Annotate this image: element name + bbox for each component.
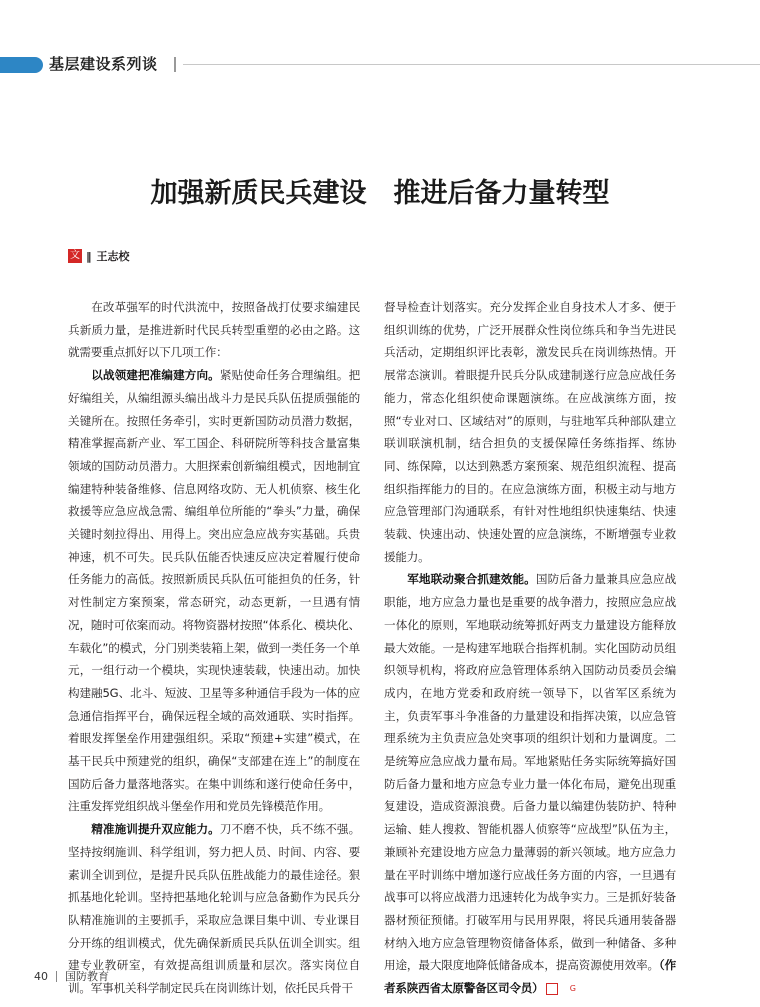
right-column	[384, 296, 676, 1000]
section-2-text: 刀不磨不快，兵不练不强。坚持按纲施训、科学组训，努力把人员、时间、内容、要素训全训到位，是提升民兵队伍胜战能力的最佳途径。狠抓基地化轮训。坚持把基地化轮训与应急备勤作为民兵分队精准施训的主要抓手，采取应急课目集中训、专业课目分开练的组训模式，优先确保新质民兵队伍训全训实。组建专业教研室，有效提高组训质量和层次。落实岗位自训。军事机关科学制定民兵在岗训练计划，依托民兵骨干	[68, 822, 360, 996]
section-3-text: 国防后备力量兼具应急应战职能，地方应急力量也是重要的战争潜力，按照应急应战一体化的原则，军地联动统筹抓好两支力量建设方能释放最大效能。一是构建军地联合指挥机制。实化国防动员组织领导机构，将政府应急管理体系纳入国防动员委员会编成内，在地方党委和政府统一领导下，以省军区系统为主，负责军事斗争准备的力量建设和指挥决策，以应急管理系统为主负责应急处突事项的组织计划和力量调度。二是统筹应急应战力量布局。军地紧贴任务实际统筹搞好国防后备力量和地方应急专业力量一体化布局，避免出现重复建设，造成资源浪费。后备力量以编建伪装防护、特种运输、蛙人搜救、智能机器人侦察等“应战型”队伍为主，兼顾补充建设地方应急力量薄弱的新兴领域。地方应急力量在平时训练中增加遂行应战任务方面的内容，一旦遇有战事可以将应战潜力迅速转化为战争实力。三是抓好装备器材预征预储。打破军用与民用界限，将民兵通用装备器材纳入地方应急管理物资储备体系，做到一种储备、多种用途，最大限度地降低储备成本，提高资源使用效率。	[384, 572, 676, 973]
section-2-continued: 督导检查计划落实。充分发挥企业自身技术人才多、便于组织训练的优势，广泛开展群众性岗位练兵和争当先进民兵活动，定期组织评比表彰，激发民兵在岗训练热情。开展常态演训。着眼提升民兵分队成建制遂行应急应战任务能力，常态化组织使命课题演练。在应战演练方面，按照“专业对口、区域结对”的原则，与驻地军兵种部队建立联训联演机制，结合担负的支援保障任务练指挥、练协同、练保障，以达到熟悉方案预案、规范组织流程、提高组织指挥能力的目的。在应急演练方面，积极主动与地方应急管理部门沟通联系，有针对性地组织快速集结、快速装载、快速出动、快速处置的应急演练，不断增强专业救援能力。	[384, 300, 676, 564]
section-2-lead: 精准施训提升双应能力。	[91, 822, 220, 837]
page-number: 40	[34, 969, 48, 983]
section-1-lead: 以战领建把准编建方向。	[91, 368, 220, 383]
byline	[68, 248, 130, 264]
section-3-paragraph	[384, 568, 676, 999]
section-2-paragraph	[68, 818, 360, 1000]
author-name: 王志校	[96, 250, 130, 263]
section-3-lead: 军地联动聚合抓建效能。	[407, 572, 536, 587]
section-1-paragraph	[68, 364, 360, 818]
series-divider	[174, 57, 176, 72]
intro-paragraph: 在改革强军的时代洪流中，按照备战打仗要求编建民兵新质力量，是推进新时代民兵转型重塑的必由之路。这就需要重点抓好以下几项工作：	[68, 300, 360, 360]
footer-divider	[56, 971, 57, 982]
series-title: 基层建设系列谈	[49, 55, 158, 73]
page-footer	[34, 968, 109, 984]
byline-separator: ‖	[86, 249, 92, 263]
magazine-name: 国防教育	[65, 970, 109, 983]
left-column	[68, 296, 360, 1000]
header-rule	[183, 64, 760, 65]
end-mark-icon: G	[546, 983, 558, 995]
article-title: 加强新质民兵建设 推进后备力量转型	[150, 178, 610, 209]
section-1-text: 紧贴使命任务合理编组。把好编组关，从编组源头编出战斗力是民兵队伍提质强能的关键所在。按照任务牵引，实时更新国防动员潜力数据，精准掌握高新产业、军工国企、科研院所等科技含量富集领域的国防动员潜力。大胆探索创新编组模式，因地制宜编建特种装备维修、信息网络攻防、无人机侦察、核生化救援等应急应战急需、编组单位所能的“拳头”力量，确保关键时刻拉得出、用得上。突出应急应战夯实基础。兵贵神速，机不可失。民兵队伍能否快速反应决定着履行使命任务能力的高低。按照新质民兵队伍可能担负的任务，针对性制定方案预案，常态研究，动态更新，一旦遇有情况，随时可依案而动。将物资器材按照“体系化、模块化、车载化”的模式，分门别类装箱上架，做到一类任务一个单元，一组行动一个模块，实现快速装载，快速出动。加快构建融5G、北斗、短波、卫星等多种通信手段为一体的应急通信指挥平台，确保远程全域的高效通联、实时指挥。着眼发挥堡垒作用建强组织。采取“预建+实建”模式，在基干民兵中预建党的组织，确保“支部建在连上”的制度在国防后备力量落地落实。在集中训练和遂行使命任务中，注重发挥党组织战斗堡垒作用和党员先锋模范作用。	[68, 368, 360, 814]
author-signature: （作者系陕西省太原警备区司令员）	[384, 958, 676, 996]
section-tab-marker	[0, 57, 43, 73]
byline-badge: 文	[70, 250, 80, 261]
